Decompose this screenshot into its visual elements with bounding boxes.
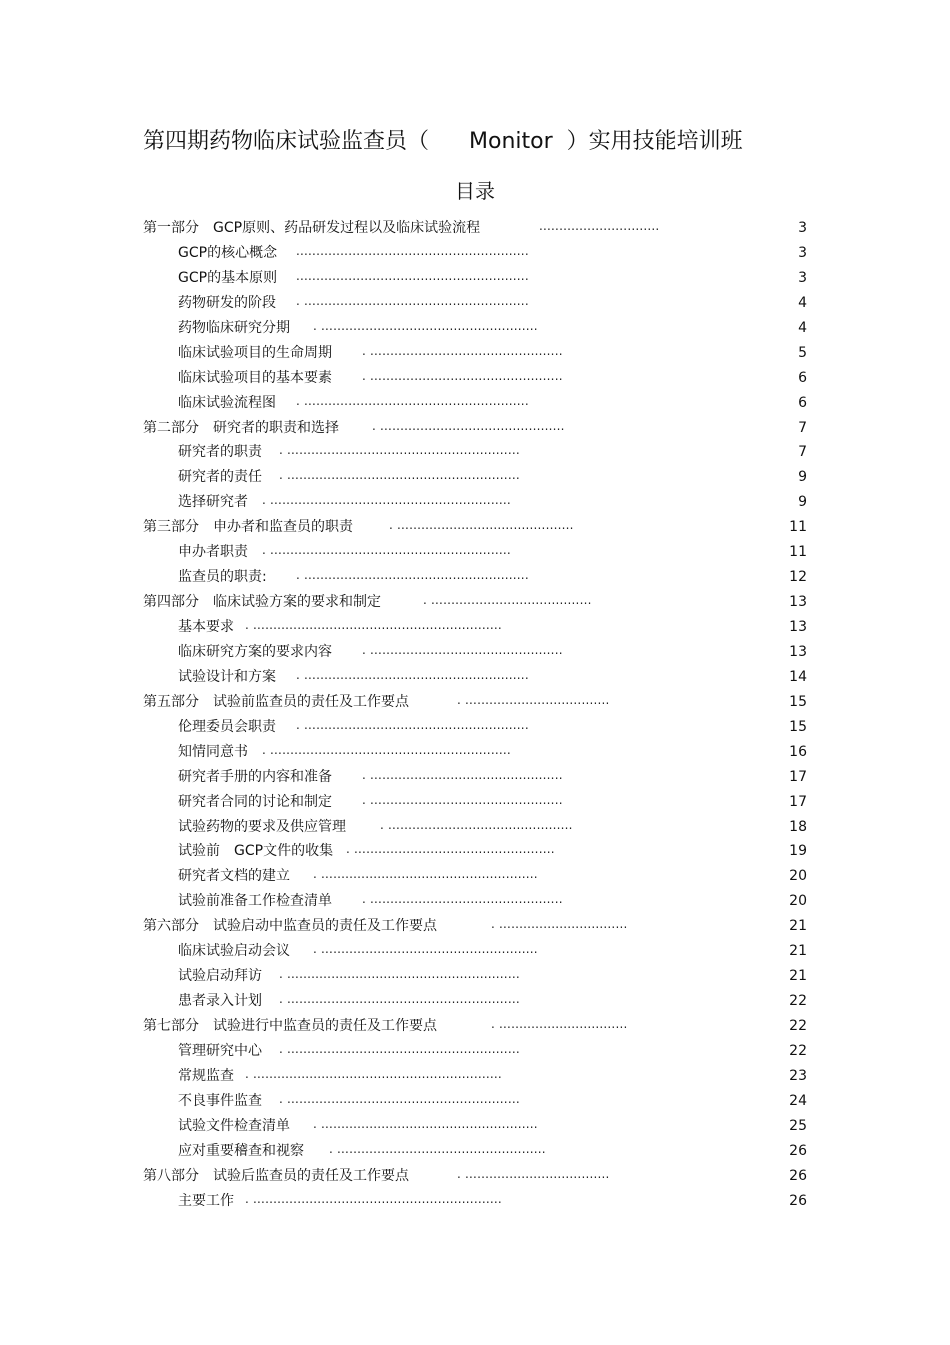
toc-leader-dots: . ......................................................: [313, 1116, 538, 1131]
toc-subentry[interactable]: [143, 366, 807, 391]
toc-leader-dots: . ............................................................: [262, 493, 511, 508]
toc-page-number: 7: [798, 419, 807, 436]
toc-leader-dots: . ................................................: [362, 792, 563, 807]
document-title: [143, 126, 843, 158]
toc-leader-dots: . ..................................................: [346, 842, 555, 857]
title-part-2: Monitor: [469, 129, 553, 154]
toc-leader-dots: . ..............................................: [380, 817, 573, 832]
toc-entry-label: 第一部分 GCP原则、药品研发过程以及临床试验流程: [143, 220, 481, 236]
toc-leader-dots: . ........................................................: [296, 568, 529, 583]
toc-subentry[interactable]: [143, 665, 807, 690]
toc-leader-dots: . ..........................................................: [279, 1041, 520, 1056]
toc-leader-dots: . ..........................................................: [279, 1091, 520, 1106]
toc-subentry[interactable]: [143, 1114, 807, 1139]
toc-entry-label: 第八部分 试验后监查员的责任及工作要点: [143, 1167, 409, 1184]
toc-subentry[interactable]: [143, 815, 807, 840]
toc-entry-label: 临床试验流程图: [178, 394, 276, 411]
toc-leader-dots: . ................................: [491, 917, 628, 932]
toc-entry-label: 研究者的职责: [178, 444, 262, 461]
toc-entry-label: GCP的基本原则: [178, 269, 278, 286]
toc-section[interactable]: [143, 216, 807, 241]
toc-page-number: 13: [789, 594, 807, 611]
toc-entry-label: 管理研究中心: [178, 1042, 262, 1059]
toc-subentry[interactable]: [143, 1089, 807, 1114]
toc-entry-label: GCP的核心概念: [178, 244, 278, 261]
toc-page-number: 6: [798, 394, 807, 411]
toc-entry-label: 研究者的责任: [178, 469, 262, 486]
toc-leader-dots: . ................................: [491, 1017, 628, 1031]
toc-page-number: 17: [789, 793, 807, 810]
toc-subentry[interactable]: [143, 939, 807, 964]
toc-leader-dots: . ......................................................: [313, 942, 538, 957]
toc-subentry[interactable]: [143, 640, 807, 665]
toc-subentry[interactable]: [143, 964, 807, 989]
toc-leader-dots: . ........................................: [423, 593, 592, 608]
toc-page-number: 3: [798, 269, 807, 286]
toc-section[interactable]: [143, 690, 807, 715]
toc-leader-dots: . ................................................: [362, 642, 563, 657]
toc-leader-dots: . ................................................: [362, 343, 563, 358]
toc-entry-label: 应对重要稽查和视察: [178, 1142, 304, 1159]
toc-page-number: 23: [789, 1067, 807, 1084]
toc-page-number: 17: [789, 768, 807, 785]
toc-section[interactable]: [143, 416, 807, 441]
toc-page-number: 20: [789, 893, 807, 910]
toc-page-number: 4: [798, 319, 807, 336]
toc-page-number: 3: [798, 220, 807, 236]
toc-entry-label: 不良事件监查: [178, 1092, 262, 1109]
toc-leader-dots: . ................................................: [362, 368, 563, 383]
toc-leader-dots: . ......................................................: [313, 867, 538, 882]
toc-leader-dots: . ........................................................: [296, 293, 529, 308]
toc-entry-label: 基本要求: [178, 619, 234, 635]
toc-entry-label: 第五部分 试验前监查员的责任及工作要点: [143, 693, 409, 710]
toc-subentry[interactable]: [143, 765, 807, 790]
toc-entry-label: 试验药物的要求及供应管理: [178, 818, 346, 835]
toc-entry-label: 药物临床研究分期: [178, 319, 290, 336]
toc-entry-label: 临床试验项目的生命周期: [178, 344, 332, 361]
toc-entry-label: 试验前 GCP文件的收集: [178, 843, 334, 860]
toc-entry-label: 第七部分 试验进行中监查员的责任及工作要点: [143, 1018, 437, 1034]
toc-entry-label: 第四部分 临床试验方案的要求和制定: [143, 594, 381, 611]
toc-page-number: 11: [789, 544, 807, 561]
toc-subentry[interactable]: [143, 341, 807, 366]
toc-leader-dots: . ....................................: [457, 692, 610, 707]
toc-entry-label: 试验启动拜访: [178, 968, 262, 985]
toc-entry-label: 试验设计和方案: [178, 668, 276, 685]
toc-subentry[interactable]: [143, 316, 807, 341]
toc-leader-dots: . ........................................................: [296, 717, 529, 732]
toc-leader-dots: . ........................................................: [296, 667, 529, 682]
toc-page-number: 26: [789, 1142, 807, 1159]
title-part-3: ）实用技能培训班: [566, 129, 743, 154]
toc-subentry[interactable]: [143, 391, 807, 416]
toc-entry-label: 伦理委员会职责: [178, 718, 276, 735]
toc-leader-dots: . ..............................................................: [245, 1191, 502, 1206]
toc-page-number: 21: [789, 968, 807, 985]
title-part-1: 第四期药物临床试验监查员（: [143, 129, 430, 154]
toc-page-number: 21: [789, 918, 807, 935]
toc-page-number: 19: [789, 843, 807, 860]
toc-page-number: 16: [789, 743, 807, 760]
toc-entry-label: 临床试验项目的基本要素: [178, 369, 332, 386]
toc-entry-label: 患者录入计划: [178, 993, 262, 1010]
toc-page-number: 11: [789, 519, 807, 536]
toc-entry-label: 监查员的职责:: [178, 569, 267, 586]
toc-page-number: 18: [789, 818, 807, 835]
toc-section[interactable]: [143, 590, 807, 615]
toc-page-number: 5: [798, 344, 807, 361]
toc-page-number: 25: [789, 1117, 807, 1134]
toc-page-number: 26: [789, 1167, 807, 1184]
toc-leader-dots: . ................................................: [362, 767, 563, 782]
toc-leader-dots: . ..............................................: [372, 418, 565, 433]
toc-page-number: 7: [798, 444, 807, 461]
toc-entry-label: 研究者文档的建立: [178, 868, 290, 885]
toc-entry-label: 选择研究者: [178, 494, 248, 511]
toc-page-number: 14: [789, 668, 807, 685]
toc-page-number: 13: [789, 619, 807, 635]
toc-page-number: 20: [789, 868, 807, 885]
toc-leader-dots: . ..........................................................: [279, 468, 520, 483]
toc-section[interactable]: [143, 914, 807, 939]
toc-subentry[interactable]: [143, 440, 807, 465]
toc-leader-dots: ..........................................................: [296, 268, 529, 283]
toc-leader-dots: . ..........................................................: [279, 967, 520, 982]
toc-page-number: 9: [798, 469, 807, 486]
toc-page-number: 22: [789, 1018, 807, 1034]
toc-page-number: 12: [789, 569, 807, 586]
toc-entry-label: 主要工作: [178, 1192, 234, 1209]
toc-subentry[interactable]: [143, 790, 807, 815]
toc-subentry[interactable]: [143, 1064, 807, 1089]
toc-leader-dots: . ................................................: [362, 892, 563, 907]
toc-subentry[interactable]: [143, 740, 807, 765]
toc-page-number: 3: [798, 244, 807, 261]
toc-subentry[interactable]: [143, 565, 807, 590]
toc-subentry[interactable]: [143, 1139, 807, 1164]
toc-subentry[interactable]: [143, 715, 807, 740]
toc-subentry[interactable]: [143, 1189, 807, 1214]
toc-page-number: 9: [798, 494, 807, 511]
toc-leader-dots: . ..............................................................: [245, 618, 502, 632]
toc-subentry[interactable]: [143, 1039, 807, 1064]
toc-subentry[interactable]: [143, 889, 807, 914]
toc-leader-dots: . ....................................................: [329, 1141, 546, 1156]
toc-subentry[interactable]: [143, 490, 807, 515]
toc-entry-label: 第六部分 试验启动中监查员的责任及工作要点: [143, 918, 437, 935]
toc-leader-dots: . ............................................................: [262, 543, 511, 558]
toc-page-number: 15: [789, 718, 807, 735]
table-of-contents: [143, 216, 807, 1214]
toc-section[interactable]: [143, 1014, 807, 1039]
toc-subentry[interactable]: [143, 839, 807, 864]
toc-entry-label: 药物研发的阶段: [178, 294, 276, 311]
toc-page-number: 22: [789, 1042, 807, 1059]
toc-entry-label: 研究者合同的讨论和制定: [178, 793, 332, 810]
toc-leader-dots: . ..............................................................: [245, 1066, 502, 1081]
toc-page-number: 4: [798, 294, 807, 311]
toc-page-number: 22: [789, 993, 807, 1010]
toc-leader-dots: . ..........................................................: [279, 992, 520, 1007]
toc-section[interactable]: [143, 1164, 807, 1189]
toc-leader-dots: ..............................: [539, 219, 660, 233]
toc-leader-dots: . ..........................................................: [279, 443, 520, 458]
toc-page-number: 21: [789, 943, 807, 960]
toc-leader-dots: . ....................................: [457, 1166, 610, 1181]
toc-page-number: 26: [789, 1192, 807, 1209]
toc-entry-label: 第二部分 研究者的职责和选择: [143, 419, 339, 436]
toc-entry-label: 试验文件检查清单: [178, 1117, 290, 1134]
toc-entry-label: 常规监查: [178, 1067, 234, 1084]
toc-subentry[interactable]: [143, 615, 807, 640]
toc-entry-label: 临床试验启动会议: [178, 943, 290, 960]
toc-subentry[interactable]: [143, 266, 807, 291]
toc-page-number: 6: [798, 369, 807, 386]
toc-page-number: 15: [789, 693, 807, 710]
toc-subentry[interactable]: [143, 241, 807, 266]
toc-subentry[interactable]: [143, 989, 807, 1014]
toc-entry-label: 申办者职责: [178, 544, 248, 561]
toc-entry-label: 第三部分 申办者和监查员的职责: [143, 519, 353, 536]
toc-subentry[interactable]: [143, 465, 807, 490]
toc-entry-label: 研究者手册的内容和准备: [178, 768, 332, 785]
toc-leader-dots: . ......................................................: [313, 318, 538, 333]
toc-leader-dots: . ............................................: [389, 518, 574, 533]
toc-subentry[interactable]: [143, 864, 807, 889]
toc-section[interactable]: [143, 515, 807, 540]
toc-heading: 目录: [455, 179, 495, 203]
toc-entry-label: 知情同意书: [178, 743, 248, 760]
toc-entry-label: 临床研究方案的要求内容: [178, 643, 332, 660]
toc-leader-dots: . ............................................................: [262, 742, 511, 757]
toc-page-number: 24: [789, 1092, 807, 1109]
toc-leader-dots: ..........................................................: [296, 243, 529, 258]
toc-subentry[interactable]: [143, 291, 807, 316]
toc-subentry[interactable]: [143, 540, 807, 565]
toc-page-number: 13: [789, 643, 807, 660]
toc-entry-label: 试验前准备工作检查清单: [178, 893, 332, 910]
toc-leader-dots: . ........................................................: [296, 393, 529, 408]
